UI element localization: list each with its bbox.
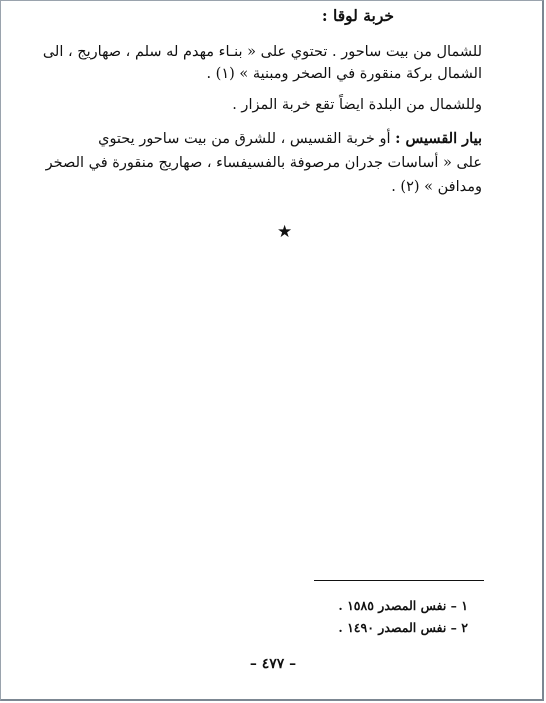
section-heading: خربة لوقا : <box>321 6 394 25</box>
paragraph-text: أو خربة القسيس ، للشرق من بيت ساحور يحتوي <box>98 131 396 147</box>
paragraph-line: وللشمال من البلدة ايضاً تقع خربة المزار . <box>232 97 482 113</box>
paragraph-line: ومدافن » (٢) . <box>391 179 482 195</box>
page-number: – ٤٧٧ – <box>249 656 297 672</box>
footnote-rule <box>314 580 484 581</box>
footnote: ٢ – نفس المصدر ١٤٩٠ . <box>338 620 468 635</box>
paragraph-line: للشمال من بيت ساحور . تحتوي على « بنـاء مهدم له سلم ، صهاريج ، الى <box>42 44 482 60</box>
paragraph-line <box>98 129 482 149</box>
paragraph-line: على « أساسات جدران مرصوفة بالفسيفساء ، صهاريج منقورة في الصخر <box>45 155 482 171</box>
section-title: بيار القسيس : <box>395 130 482 147</box>
paragraph-line: الشمال بركة منقورة في الصخر ومبنية » (١) . <box>206 66 482 82</box>
separator-star-icon: ★ <box>277 222 293 242</box>
footnote: ١ – نفس المصدر ١٥٨٥ . <box>338 598 468 613</box>
